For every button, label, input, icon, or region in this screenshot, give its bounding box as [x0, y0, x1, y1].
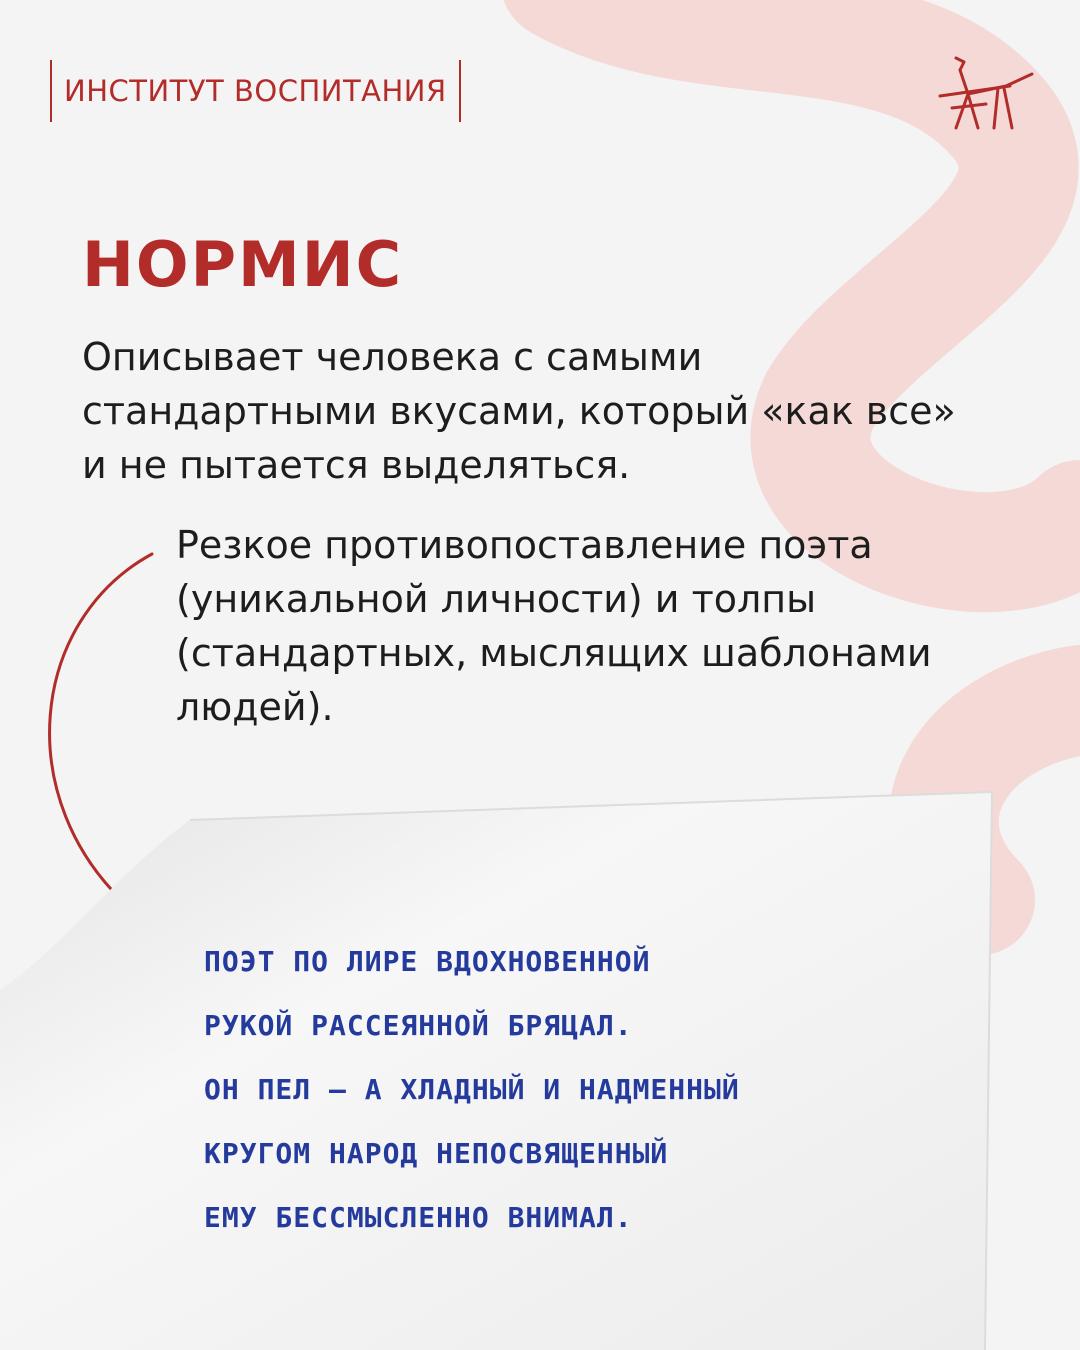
brand-name: ИНСТИТУТ ВОСПИТАНИЯ	[64, 74, 447, 108]
horse-logo-icon	[938, 52, 1034, 132]
poem-lines	[204, 930, 1024, 1250]
contrast-note: Резкое противопоставление поэта (уникальной личности) и толпы (стандартных, мыслящих шаблонами людей).	[176, 523, 932, 729]
definition-text: Описывает человека с самыми стандартными вкусами, который «как все» и не пытается выделяться.	[82, 335, 956, 487]
page-title: НОРМИС	[82, 228, 404, 301]
poem-line: ОН ПЕЛ – А ХЛАДНЫЙ И НАДМЕННЫЙ	[204, 1073, 740, 1106]
poem-line: РУКОЙ РАССЕЯННОЙ БРЯЦАЛ.	[204, 1009, 633, 1042]
poem-line: ПОЭТ ПО ЛИРЕ ВДОХНОВЕННОЙ	[204, 945, 651, 978]
brand-label	[50, 60, 461, 122]
poem-line: КРУГОМ НАРОД НЕПОСВЯЩЕННЫЙ	[204, 1137, 669, 1170]
poem-line: ЕМУ БЕССМЫСЛЕННО ВНИМАЛ.	[204, 1201, 633, 1234]
